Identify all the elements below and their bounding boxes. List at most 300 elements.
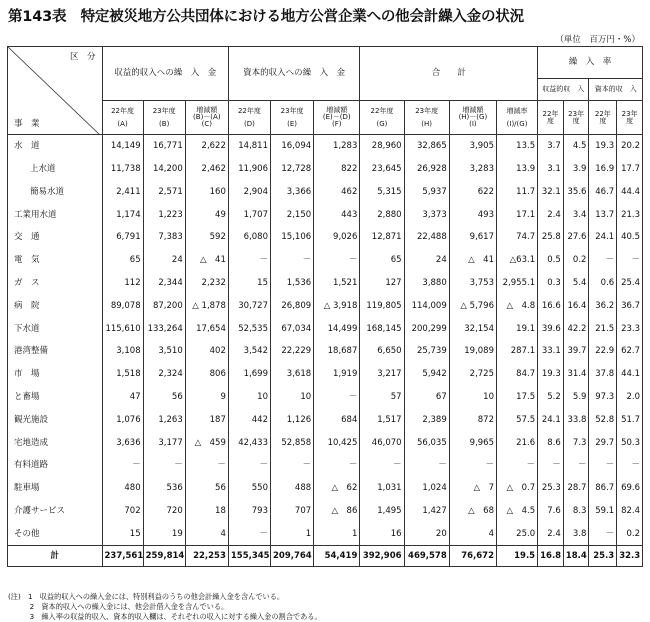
col-header: 23年度 (E): [271, 101, 314, 135]
cell-value: 14,200: [143, 158, 185, 181]
cell-value: 47: [102, 386, 143, 409]
table-row: [8, 203, 643, 226]
col-header: 22年度: [589, 101, 617, 135]
cell-value: 2,232: [185, 272, 228, 295]
row-label: ガ ス: [8, 272, 103, 295]
cell-value: 2,725: [449, 363, 496, 386]
cell-value: 3.4: [563, 203, 589, 226]
cell-value: △ 86: [314, 500, 360, 523]
cell-value: △ 5,796: [449, 295, 496, 318]
cell-value: 1,919: [314, 363, 360, 386]
cell-value: 46.7: [589, 181, 617, 204]
cell-value: 44.1: [617, 363, 643, 386]
total-value: 209,764: [271, 546, 314, 567]
cell-value: －: [404, 454, 449, 477]
cell-value: 31.4: [563, 363, 589, 386]
cell-value: 89,078: [102, 295, 143, 318]
col-header: 23年度 (B): [143, 101, 185, 135]
cell-value: 493: [449, 203, 496, 226]
cell-value: －: [589, 523, 617, 546]
cell-value: 9,965: [449, 431, 496, 454]
cell-value: 112: [102, 272, 143, 295]
cell-value: 16,771: [143, 135, 185, 158]
cell-value: △ 7: [449, 477, 496, 500]
table-row: [8, 363, 643, 386]
table-row: [8, 477, 643, 500]
cell-value: 443: [314, 203, 360, 226]
cell-value: －: [228, 249, 270, 272]
table-row: [8, 386, 643, 409]
cell-value: －: [563, 454, 589, 477]
row-label: 病 院: [8, 295, 103, 318]
table-row: [8, 523, 643, 546]
cell-value: 29.7: [589, 431, 617, 454]
cell-value: 67: [404, 386, 449, 409]
cell-value: △ 0.7: [497, 477, 538, 500]
total-value: 32.3: [617, 546, 643, 567]
cell-value: 57: [360, 386, 404, 409]
cell-value: 33.8: [563, 409, 589, 432]
cell-value: 51.7: [617, 409, 643, 432]
cell-value: 23,645: [360, 158, 404, 181]
cell-value: －: [314, 249, 360, 272]
total-value: 155,345: [228, 546, 270, 567]
cell-value: 52.8: [589, 409, 617, 432]
cell-value: －: [143, 454, 185, 477]
shueki-short-header: 収益的収 入: [538, 79, 589, 101]
cell-value: 25.0: [497, 523, 538, 546]
cell-value: 5.4: [563, 272, 589, 295]
cell-value: 13.9: [497, 158, 538, 181]
cell-value: 1,223: [143, 203, 185, 226]
cell-value: 19.3: [538, 363, 564, 386]
cell-value: 6,650: [360, 340, 404, 363]
cell-value: 22,488: [404, 226, 449, 249]
cell-value: 720: [143, 500, 185, 523]
cell-value: △ 3,918: [314, 295, 360, 318]
cell-value: 11,906: [228, 158, 270, 181]
cell-value: 1,024: [404, 477, 449, 500]
cell-value: 17.5: [497, 386, 538, 409]
cell-value: 3.9: [563, 158, 589, 181]
cell-value: －: [185, 454, 228, 477]
cell-value: 3,373: [404, 203, 449, 226]
cell-value: 21.5: [589, 317, 617, 340]
cell-value: 0.3: [538, 272, 564, 295]
table-footer: [8, 546, 643, 567]
cell-value: 9,026: [314, 226, 360, 249]
row-label: 簡易水道: [8, 181, 103, 204]
table-row: [8, 500, 643, 523]
cell-value: 536: [143, 477, 185, 500]
cell-value: 114,009: [404, 295, 449, 318]
row-label: 港湾整備: [8, 340, 103, 363]
cell-value: 2.4: [538, 523, 564, 546]
table-row: [8, 226, 643, 249]
row-label: 市 場: [8, 363, 103, 386]
cell-value: 10: [449, 386, 496, 409]
cell-value: 14,811: [228, 135, 270, 158]
total-value: 392,906: [360, 546, 404, 567]
cell-value: 56: [185, 477, 228, 500]
cell-value: 3,753: [449, 272, 496, 295]
cell-value: 20: [404, 523, 449, 546]
cell-value: 488: [271, 477, 314, 500]
cell-value: 2,622: [185, 135, 228, 158]
cell-value: －: [449, 454, 496, 477]
cell-value: 24.1: [589, 226, 617, 249]
cell-value: 3,510: [143, 340, 185, 363]
cell-value: 1,283: [314, 135, 360, 158]
cell-value: 24: [404, 249, 449, 272]
cell-value: 26,928: [404, 158, 449, 181]
table-body: [8, 135, 643, 546]
cell-value: △ 62: [314, 477, 360, 500]
cell-value: 39.6: [538, 317, 564, 340]
cell-value: 30,727: [228, 295, 270, 318]
cell-value: 3,636: [102, 431, 143, 454]
total-value: 25.3: [589, 546, 617, 567]
cell-value: 18,687: [314, 340, 360, 363]
cell-value: △ 1,878: [185, 295, 228, 318]
cell-value: 52,858: [271, 431, 314, 454]
cell-value: 28.7: [563, 477, 589, 500]
cell-value: 20.2: [617, 135, 643, 158]
cell-value: 16: [360, 523, 404, 546]
cell-value: 3,177: [143, 431, 185, 454]
cell-value: 84.7: [497, 363, 538, 386]
cell-value: －: [538, 454, 564, 477]
gokei-header: 合 計: [360, 47, 538, 101]
cell-value: 35.6: [563, 181, 589, 204]
col-header: 22年度 (D): [228, 101, 270, 135]
cell-value: 9: [185, 386, 228, 409]
cell-value: 42.2: [563, 317, 589, 340]
cell-value: 21.3: [617, 203, 643, 226]
cell-value: 65: [102, 249, 143, 272]
cell-value: 480: [102, 477, 143, 500]
cell-value: 1,076: [102, 409, 143, 432]
total-label: 計: [8, 546, 103, 567]
cell-value: －: [497, 454, 538, 477]
row-label: 介護サービス: [8, 500, 103, 523]
table-row: [8, 295, 643, 318]
cell-value: 44.4: [617, 181, 643, 204]
col-header: 22年度: [538, 101, 564, 135]
cell-value: 97.3: [589, 386, 617, 409]
cell-value: 3,880: [404, 272, 449, 295]
cell-value: 550: [228, 477, 270, 500]
col-header: 22年度 (A): [102, 101, 143, 135]
cell-value: 17.1: [497, 203, 538, 226]
cell-value: 23.3: [617, 317, 643, 340]
cell-value: 3,108: [102, 340, 143, 363]
cell-value: 7.3: [563, 431, 589, 454]
row-label: 上水道: [8, 158, 103, 181]
col-header: 増減額 (H)－(G) (I): [449, 101, 496, 135]
cell-value: －: [589, 454, 617, 477]
note-3: 3 繰入率の収益的収入、資本的収入欄は、それぞれの収入に対する繰入金の割合である。: [8, 612, 322, 621]
cell-value: 4.5: [563, 135, 589, 158]
table-row: [8, 272, 643, 295]
cell-value: 15: [228, 272, 270, 295]
cell-value: 5.9: [563, 386, 589, 409]
cell-value: 10: [228, 386, 270, 409]
cell-value: △ 41: [449, 249, 496, 272]
cell-value: －: [589, 249, 617, 272]
cell-value: 592: [185, 226, 228, 249]
notes: [8, 592, 322, 622]
cell-value: 19.3: [589, 135, 617, 158]
total-value: 19.5: [497, 546, 538, 567]
cell-value: 160: [185, 181, 228, 204]
cell-value: △ 4.8: [497, 295, 538, 318]
cell-value: 3,618: [271, 363, 314, 386]
cell-value: 442: [228, 409, 270, 432]
cell-value: 14,149: [102, 135, 143, 158]
cell-value: 2,344: [143, 272, 185, 295]
cell-value: 12,871: [360, 226, 404, 249]
cell-value: 59.1: [589, 500, 617, 523]
cell-value: 57.5: [497, 409, 538, 432]
cell-value: 5,937: [404, 181, 449, 204]
cell-value: 50.3: [617, 431, 643, 454]
row-label: 下水道: [8, 317, 103, 340]
cell-value: 33.1: [538, 340, 564, 363]
cell-value: 7,383: [143, 226, 185, 249]
cell-value: 49: [185, 203, 228, 226]
note-2: 2 資本的収入への繰入金には、他会計借入金を含んでいる。: [8, 602, 229, 611]
cell-value: －: [617, 454, 643, 477]
cell-value: 24.1: [538, 409, 564, 432]
cell-value: 74.7: [497, 226, 538, 249]
cell-value: 22.9: [589, 340, 617, 363]
row-label: 宅地造成: [8, 431, 103, 454]
cell-value: －: [314, 454, 360, 477]
cell-value: 40.5: [617, 226, 643, 249]
cell-value: △ 41: [185, 249, 228, 272]
total-value: 18.4: [563, 546, 589, 567]
total-value: 16.8: [538, 546, 564, 567]
cell-value: 56: [143, 386, 185, 409]
cell-value: 822: [314, 158, 360, 181]
cell-value: 14,499: [314, 317, 360, 340]
cell-value: 806: [185, 363, 228, 386]
cell-value: 1,699: [228, 363, 270, 386]
table-row: [8, 135, 643, 158]
cell-value: 1,521: [314, 272, 360, 295]
cell-value: 1,536: [271, 272, 314, 295]
shueki-header: 収益的収入への繰 入 金: [102, 47, 228, 101]
cell-value: 402: [185, 340, 228, 363]
cell-value: 25.3: [538, 477, 564, 500]
cell-value: 16,094: [271, 135, 314, 158]
cell-value: 1,707: [228, 203, 270, 226]
cell-value: 12,728: [271, 158, 314, 181]
cell-value: 26,809: [271, 295, 314, 318]
col-header: 増減額 (E)－(D) (F): [314, 101, 360, 135]
cell-value: 37.8: [589, 363, 617, 386]
cell-value: 25.8: [538, 226, 564, 249]
cell-value: 3,905: [449, 135, 496, 158]
cell-value: 32.1: [538, 181, 564, 204]
row-label: 工業用水道: [8, 203, 103, 226]
cell-value: 11.7: [497, 181, 538, 204]
cell-value: －: [360, 454, 404, 477]
cell-value: 1: [271, 523, 314, 546]
cell-value: 1,174: [102, 203, 143, 226]
cell-value: 2,880: [360, 203, 404, 226]
cell-value: 684: [314, 409, 360, 432]
cell-value: △ 459: [185, 431, 228, 454]
cell-value: 32,154: [449, 317, 496, 340]
cell-value: 6,080: [228, 226, 270, 249]
cell-value: 5.2: [538, 386, 564, 409]
cell-value: 707: [271, 500, 314, 523]
shihon-short-header: 資本的収 入: [589, 79, 643, 101]
cell-value: 11,738: [102, 158, 143, 181]
cell-value: 5,942: [404, 363, 449, 386]
kurirate-header: 繰 入 率: [538, 47, 643, 79]
cell-value: 287.1: [497, 340, 538, 363]
cell-value: 3.7: [538, 135, 564, 158]
cell-value: 133,264: [143, 317, 185, 340]
cell-value: 2,150: [271, 203, 314, 226]
cell-value: 65: [360, 249, 404, 272]
row-label: 電 気: [8, 249, 103, 272]
data-table: [7, 46, 643, 567]
jigyo-label: 事 業: [14, 118, 40, 129]
cell-value: 119,805: [360, 295, 404, 318]
cell-value: 13.5: [497, 135, 538, 158]
cell-value: 2,462: [185, 158, 228, 181]
cell-value: 1,517: [360, 409, 404, 432]
cell-value: 17.7: [617, 158, 643, 181]
cell-value: 10,425: [314, 431, 360, 454]
cell-value: 1,263: [143, 409, 185, 432]
cell-value: 3.8: [563, 523, 589, 546]
cell-value: 87,200: [143, 295, 185, 318]
row-label: 観光施設: [8, 409, 103, 432]
col-header: 22年度 (G): [360, 101, 404, 135]
table-row: [8, 431, 643, 454]
cell-value: 2,571: [143, 181, 185, 204]
cell-value: 21.6: [497, 431, 538, 454]
cell-value: 56,035: [404, 431, 449, 454]
cell-value: △ 4.5: [497, 500, 538, 523]
row-label: 交 通: [8, 226, 103, 249]
table-row: [8, 317, 643, 340]
cell-value: 19: [143, 523, 185, 546]
cell-value: 22,229: [271, 340, 314, 363]
total-value: 76,672: [449, 546, 496, 567]
cell-value: 18: [185, 500, 228, 523]
kubun-cell: [8, 47, 103, 135]
cell-value: 46,070: [360, 431, 404, 454]
cell-value: 0.6: [589, 272, 617, 295]
cell-value: 702: [102, 500, 143, 523]
col-header: 23年度: [617, 101, 643, 135]
row-label: 水 道: [8, 135, 103, 158]
cell-value: 36.2: [589, 295, 617, 318]
cell-value: 36.7: [617, 295, 643, 318]
cell-value: 0.5: [538, 249, 564, 272]
cell-value: △ 68: [449, 500, 496, 523]
cell-value: 793: [228, 500, 270, 523]
cell-value: 15: [102, 523, 143, 546]
total-value: 22,253: [185, 546, 228, 567]
cell-value: 52,535: [228, 317, 270, 340]
cell-value: 2,955.1: [497, 272, 538, 295]
cell-value: 6,791: [102, 226, 143, 249]
cell-value: 2.0: [617, 386, 643, 409]
cell-value: 25,739: [404, 340, 449, 363]
cell-value: －: [314, 386, 360, 409]
cell-value: 3,366: [271, 181, 314, 204]
cell-value: 10: [271, 386, 314, 409]
cell-value: 8.3: [563, 500, 589, 523]
cell-value: 2,904: [228, 181, 270, 204]
col-header: 増減額 (B)－(A) (C): [185, 101, 228, 135]
row-label: 有料道路: [8, 454, 103, 477]
cell-value: 200,299: [404, 317, 449, 340]
table-header: [8, 47, 643, 135]
cell-value: 2,324: [143, 363, 185, 386]
table-row: [8, 409, 643, 432]
cell-value: 16.4: [563, 295, 589, 318]
cell-value: 1,126: [271, 409, 314, 432]
cell-value: 16.6: [538, 295, 564, 318]
cell-value: 39.7: [563, 340, 589, 363]
kubun-label: 区 分: [70, 52, 96, 62]
cell-value: 82.4: [617, 500, 643, 523]
cell-value: 2.4: [538, 203, 564, 226]
row-label: その他: [8, 523, 103, 546]
cell-value: 15,106: [271, 226, 314, 249]
total-value: 469,578: [404, 546, 449, 567]
cell-value: －: [617, 249, 643, 272]
col-header: 23年度 (H): [404, 101, 449, 135]
total-value: 237,561: [102, 546, 143, 567]
cell-value: 0.2: [563, 249, 589, 272]
cell-value: 127: [360, 272, 404, 295]
table-row: [8, 181, 643, 204]
cell-value: 3.1: [538, 158, 564, 181]
cell-value: 32,865: [404, 135, 449, 158]
cell-value: 5,315: [360, 181, 404, 204]
note-1: (注) 1 収益的収入への繰入金には、特別利益のうちの他会計繰入金を含んでいる。: [8, 592, 285, 601]
cell-value: 24: [143, 249, 185, 272]
table-row: [8, 249, 643, 272]
cell-value: 17,654: [185, 317, 228, 340]
cell-value: 19,089: [449, 340, 496, 363]
cell-value: －: [271, 249, 314, 272]
cell-value: 4: [449, 523, 496, 546]
cell-value: 4: [185, 523, 228, 546]
cell-value: 2,411: [102, 181, 143, 204]
cell-value: 1,031: [360, 477, 404, 500]
cell-value: 2,389: [404, 409, 449, 432]
cell-value: 115,610: [102, 317, 143, 340]
cell-value: －: [271, 454, 314, 477]
cell-value: 3,542: [228, 340, 270, 363]
total-value: 54,419: [314, 546, 360, 567]
cell-value: 462: [314, 181, 360, 204]
cell-value: 168,145: [360, 317, 404, 340]
cell-value: 872: [449, 409, 496, 432]
cell-value: 62.7: [617, 340, 643, 363]
cell-value: 86.7: [589, 477, 617, 500]
